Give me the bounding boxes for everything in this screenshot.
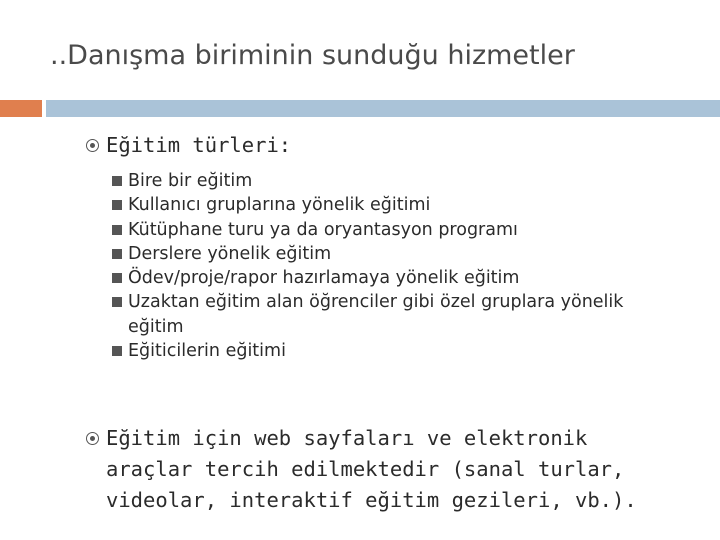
list-item bbox=[86, 423, 646, 516]
accent-bar-orange bbox=[0, 100, 42, 117]
square-bullet-icon bbox=[112, 225, 122, 235]
sub-list-item-text: Kütüphane turu ya da oryantasyon programı bbox=[128, 219, 518, 240]
list-item-text: Eğitim için web sayfaları ve elektronik araçlar tercih edilmektedir (sanal turlar, videolar, interaktif eğitim gezileri, vb.). bbox=[106, 426, 637, 512]
sub-list-item bbox=[128, 266, 628, 290]
sub-list-item bbox=[128, 169, 628, 193]
square-bullet-icon bbox=[112, 200, 122, 210]
sub-list-item bbox=[128, 193, 628, 217]
sub-list-item-text: Eğiticilerin eğitimi bbox=[128, 341, 286, 362]
square-bullet-icon bbox=[112, 249, 122, 259]
list-item-text: Eğitim türleri: bbox=[106, 133, 292, 157]
square-bullet-icon bbox=[112, 273, 122, 283]
sub-list-item-text: Uzaktan eğitim alan öğrenciler gibi özel gruplara yönelik eğitim bbox=[128, 292, 624, 337]
slide-title: ..Danışma biriminin sunduğu hizmetler bbox=[50, 40, 575, 71]
circle-bullet-icon bbox=[86, 139, 99, 152]
sub-list-item bbox=[128, 339, 628, 363]
sub-list-item bbox=[128, 218, 628, 242]
list-item bbox=[86, 130, 646, 161]
sub-list-item-text: Bire bir eğitim bbox=[128, 171, 253, 191]
sub-list-item-text: Ödev/proje/rapor hazırlamaya yönelik eğitim bbox=[128, 268, 520, 289]
sub-list-item-text: Derslere yönelik eğitim bbox=[128, 243, 332, 264]
accent-bar-blue bbox=[46, 100, 720, 117]
square-bullet-icon bbox=[112, 297, 122, 307]
sub-list-item bbox=[128, 290, 628, 339]
sub-list-item bbox=[128, 242, 628, 266]
square-bullet-icon bbox=[112, 346, 122, 356]
sub-list-item-text: Kullanıcı gruplarına yönelik eğitimi bbox=[128, 195, 431, 216]
square-bullet-icon bbox=[112, 176, 122, 186]
circle-bullet-icon bbox=[86, 432, 99, 445]
sub-list bbox=[112, 169, 628, 363]
